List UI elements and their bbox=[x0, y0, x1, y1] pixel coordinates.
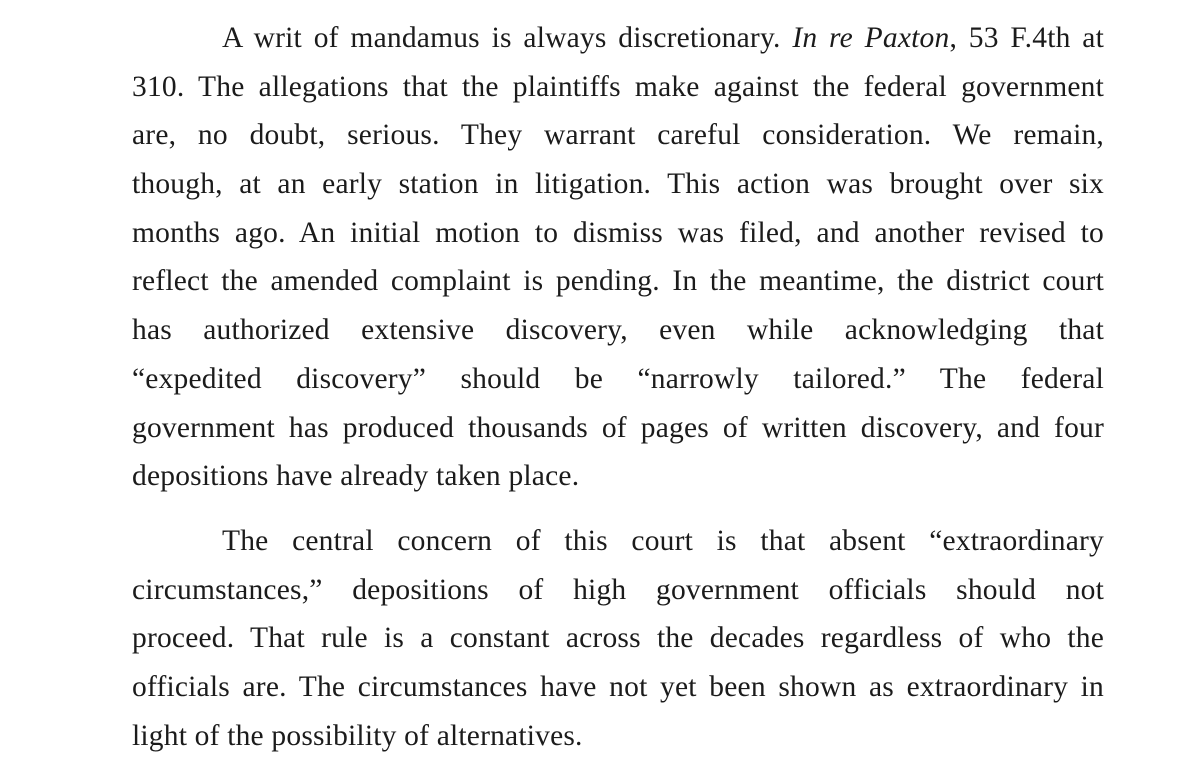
paragraph-2-line-4: officials are. The circumstances have not yet been shown as extraordinary in bbox=[132, 670, 1104, 703]
paragraph-1-line-1 bbox=[132, 14, 1104, 63]
text-run: , 53 F.4th at bbox=[949, 22, 1104, 54]
paragraph-1-line-2: 310. The allegations that the plaintiffs make against the federal government bbox=[132, 70, 1104, 103]
paragraph-spacer bbox=[132, 501, 1104, 517]
paragraph-2-line-3: proceed. That rule is a constant across the decades regardless of who the bbox=[132, 622, 1104, 655]
case-citation-italic: In re Paxton bbox=[792, 22, 950, 54]
paragraph-2-line-2: circumstances,” depositions of high government officials should not bbox=[132, 573, 1104, 606]
paragraph-1-line-4: though, at an early station in litigation. This action was brought over six bbox=[132, 168, 1104, 201]
paragraph-1-line-10: depositions have already taken place. bbox=[132, 460, 580, 493]
paragraph-1-line-8: “expedited discovery” should be “narrowly tailored.” The federal bbox=[132, 362, 1104, 395]
paragraph-1-line-9: government has produced thousands of pages of written discovery, and four bbox=[132, 411, 1104, 444]
paragraph-2-line-5: light of the possibility of alternatives. bbox=[132, 719, 583, 752]
opinion-text bbox=[132, 14, 1104, 760]
paragraph-2-line-1: The central concern of this court is that absent “extraordinary bbox=[222, 524, 1104, 557]
paragraph-1-line-6: reflect the amended complaint is pending. In the meantime, the district court bbox=[132, 265, 1104, 298]
paragraph-1-line-3: are, no doubt, serious. They warrant careful consideration. We remain, bbox=[132, 119, 1104, 152]
paragraph-1-line-5: months ago. An initial motion to dismiss was filed, and another revised to bbox=[132, 216, 1104, 249]
paragraph-1-line-7: has authorized extensive discovery, even while acknowledging that bbox=[132, 314, 1104, 347]
text-run: A writ of mandamus is always discretionary. bbox=[222, 22, 793, 54]
